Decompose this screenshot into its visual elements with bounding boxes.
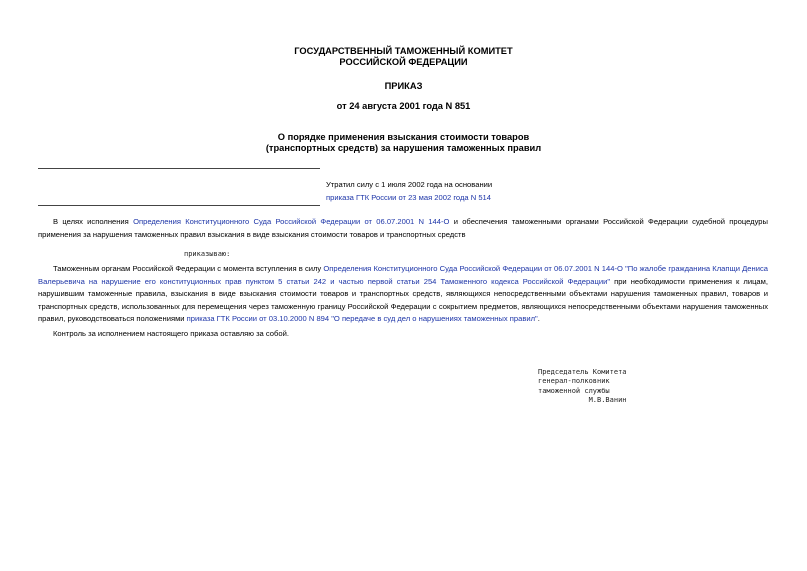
signature-name: М.В.Ванин bbox=[588, 395, 627, 404]
document-type: ПРИКАЗ bbox=[384, 81, 423, 91]
signature-block bbox=[538, 368, 627, 405]
preamble-link[interactable]: Определения Конституционного Суда Российской Федерации от 06.07.2001 N 144-О bbox=[133, 217, 450, 226]
preamble-text-start: В целях исполнения bbox=[53, 217, 129, 226]
status-note-link[interactable]: приказа ГТК России от 23 мая 2002 года N 514 bbox=[326, 192, 492, 202]
paragraph1-link-2[interactable]: приказа ГТК России от 03.10.2000 N 894 "О передаче в суд дел о нарушениях таможенных правил" bbox=[186, 314, 538, 323]
paragraph1-text-start: Таможенным органам Российской Федерации с момента вступления в силу bbox=[53, 264, 322, 273]
preamble-paragraph bbox=[38, 216, 768, 241]
signature-rank-line2: таможенной службы bbox=[538, 386, 610, 395]
order-paragraph-2: Контроль за исполнением настоящего приказа оставляю за собой. bbox=[53, 329, 289, 338]
agency-name-line2: РОССИЙСКОЙ ФЕДЕРАЦИИ bbox=[339, 57, 468, 67]
order-word: приказываю: bbox=[184, 250, 231, 258]
preamble-text-end: и обеспечения таможенными органами Российской Федерации судебной процедуры применения за нарушения таможенных правил взыскания в виде взыскания стоимости товаров и транспортных средств bbox=[38, 217, 768, 239]
document-date: от 24 августа 2001 года N 851 bbox=[336, 101, 471, 111]
separator-top bbox=[38, 168, 320, 169]
document-title-line1: О порядке применения взыскания стоимости товаров bbox=[277, 132, 530, 142]
paragraph1-link-1[interactable]: Определения Конституционного Суда Российской Федерации от 06.07.2001 N 144-О "По жалобе гражданина Клапщи Дениса Валерьевича на нарушение его конституционных прав пунктом 5 статьи 242 и частью первой статьи 254 Таможенного кодекса Российской Федерации" bbox=[38, 264, 768, 286]
order-paragraph-1 bbox=[38, 263, 768, 326]
paragraph1-text-end: . bbox=[537, 314, 540, 323]
status-note-text: Утратил силу с 1 июля 2002 года на основании bbox=[326, 180, 493, 189]
agency-name-line1: ГОСУДАРСТВЕННЫЙ ТАМОЖЕННЫЙ КОМИТЕТ bbox=[294, 46, 513, 56]
separator-bottom bbox=[38, 205, 320, 206]
status-note bbox=[326, 179, 626, 204]
signature-rank-line1: генерал-полковник bbox=[538, 377, 610, 386]
paragraph1-text-middle: при необходимости применения к лицам, нарушившим таможенные правила, взыскания в виде взыскания стоимости товаров и транспортных средств, являющихся непосредственными объектами нарушения таможенных правил, товаров и транспортных средств, использованных для перемещения через таможенную границу Российской Федерации с сокрытием предметов, являющихся непосредственными объектами нарушения таможенных правил, руководствоваться положениями bbox=[38, 276, 768, 323]
document-title-line2: (транспортных средств) за нарушения таможенных правил bbox=[265, 143, 542, 153]
signature-position: Председатель Комитета bbox=[538, 368, 627, 376]
